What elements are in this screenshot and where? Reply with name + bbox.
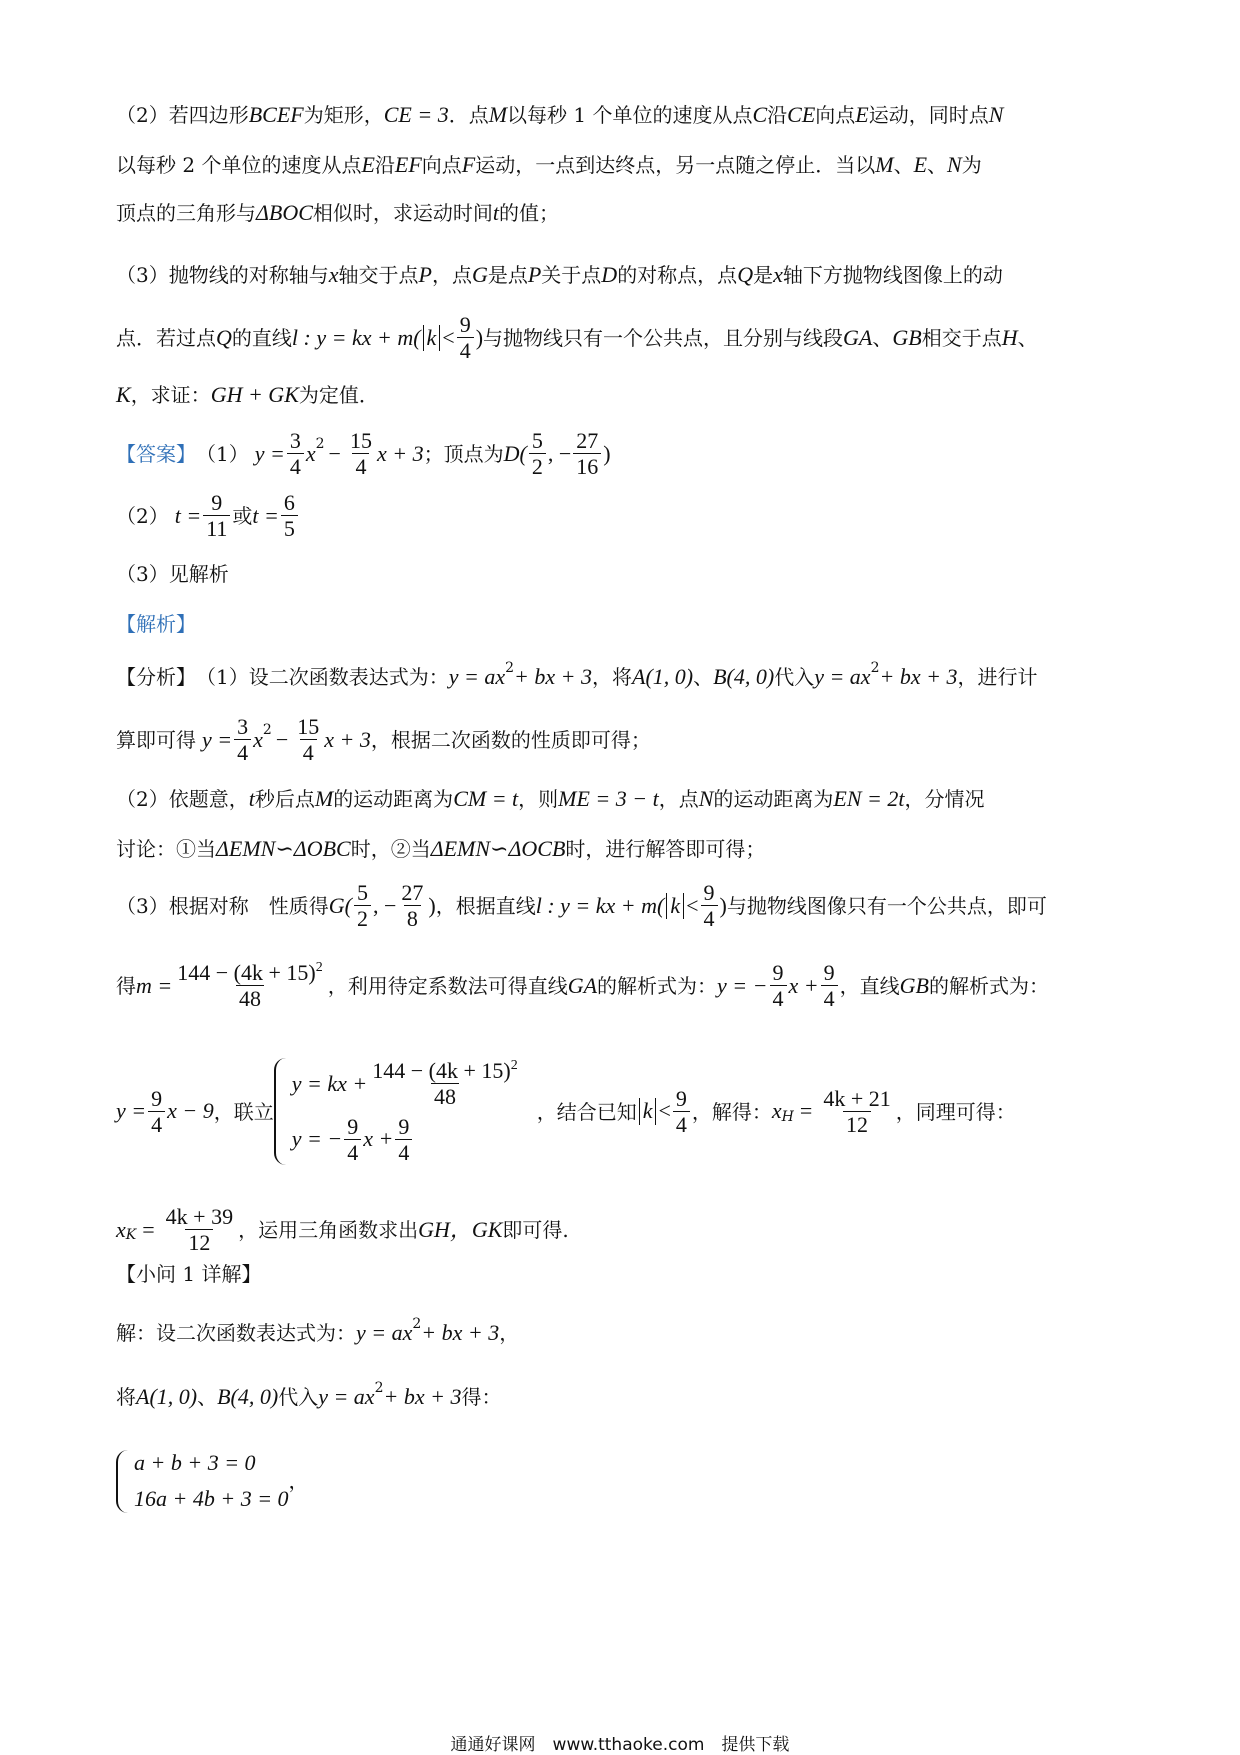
text: ，进行计 [957, 665, 1038, 690]
text: 的直线 [231, 325, 292, 350]
q3-line-1 [116, 262, 1126, 288]
superscript: 2 [510, 1058, 518, 1073]
q2-line-3 [116, 200, 1126, 226]
math: CM = t [453, 786, 519, 811]
text: 轴下方抛物线图像上的动 [782, 263, 1003, 288]
text: 讨论：①当 [116, 837, 216, 862]
fraction [770, 960, 787, 1012]
fraction [347, 428, 375, 480]
math: y = [116, 1098, 147, 1124]
numerator: 9 [347, 1113, 359, 1139]
math: y = ax [814, 664, 871, 689]
math: P [418, 262, 432, 287]
system-row-2 [292, 1114, 523, 1166]
math: D [601, 262, 618, 287]
fraction [395, 1114, 412, 1166]
numerator [174, 960, 325, 985]
text: （2） [116, 503, 169, 528]
denominator: 4 [395, 1139, 412, 1165]
analysis-heading [116, 612, 1126, 636]
math: t [248, 786, 255, 811]
superscript: 2 [412, 1315, 422, 1332]
text: ，分情况 [904, 787, 985, 812]
math: 144 − (4k + 15) [372, 1058, 511, 1083]
fenxi-line-2 [116, 714, 1126, 766]
text: 以每秒 1 个单位的速度从点 [507, 103, 753, 128]
superscript: 2 [262, 722, 272, 739]
math: t = [252, 502, 279, 528]
numerator: 27 [576, 428, 599, 453]
text: 向点 [815, 103, 856, 128]
math: ΔBOC [256, 200, 313, 225]
math: GA [843, 324, 873, 350]
abs-k: k [666, 893, 684, 919]
text: 是点 [487, 263, 528, 288]
denominator: 4 [344, 1139, 361, 1165]
text: 将 [116, 1385, 136, 1410]
text: ，运用三角函数求出 [238, 1217, 419, 1242]
math: ΔEMN∽ΔOBC [216, 836, 351, 861]
numerator: 6 [283, 490, 295, 515]
text: 沿 [767, 103, 788, 128]
math: + bx + 3 [383, 1384, 462, 1409]
denominator: 4 [821, 985, 838, 1011]
q2-line-1 [116, 102, 1126, 128]
fraction [174, 960, 325, 1012]
math: x [328, 262, 339, 287]
equation-system [116, 1450, 289, 1513]
math: GB [892, 324, 922, 350]
text: 的解析式为： [928, 973, 1049, 998]
text: ，利用待定系数法可得直线 [327, 973, 568, 998]
math: B(4, 0) [713, 664, 775, 689]
text: 是 [753, 263, 774, 288]
math: C [752, 102, 768, 127]
fraction [294, 714, 322, 766]
text: 或 [232, 503, 253, 528]
text: 为定值． [298, 383, 379, 408]
text: 解：设二次函数表达式为： [116, 1321, 356, 1346]
numerator: 4k + 21 [823, 1085, 891, 1111]
text: 、 [872, 325, 893, 350]
numerator: 15 [297, 714, 320, 739]
fraction [344, 1114, 361, 1166]
fraction [529, 428, 546, 480]
text: ，直线 [839, 973, 900, 998]
fenxi-line-4 [116, 836, 1126, 862]
math: ME = 3 − t [558, 786, 659, 811]
numerator: 15 [349, 428, 372, 453]
text: 秒后点 [254, 787, 315, 812]
math: K [116, 382, 131, 407]
analysis-tag: 【解析】 [116, 612, 196, 636]
text: ，将 [592, 665, 632, 690]
denominator: 4 [770, 985, 787, 1011]
math: N [698, 786, 714, 811]
text: 运动，一点到达终点，另一点随之停止．当以 [475, 153, 876, 178]
text: ，点 [431, 263, 472, 288]
fraction [234, 714, 251, 766]
text: ， [288, 1469, 309, 1494]
denominator: 4 [701, 905, 718, 931]
system-rows [134, 1450, 289, 1513]
math: N [988, 102, 1004, 127]
denominator: 48 [431, 1083, 459, 1109]
math: M [314, 786, 334, 811]
text: （2）依题意， [116, 787, 249, 812]
abs-k: k [423, 325, 441, 351]
math: x + [788, 972, 819, 998]
text: 以每秒 2 个单位的速度从点 [116, 153, 362, 178]
text: ，则 [518, 787, 559, 812]
numerator [369, 1058, 520, 1083]
math: GH + GK [210, 382, 299, 407]
denominator: 4 [234, 739, 251, 765]
fraction [398, 880, 426, 932]
fenxi-line-5 [116, 880, 1126, 932]
numerator: 5 [356, 880, 368, 905]
math: y = ax [448, 664, 506, 689]
denominator: 16 [573, 453, 601, 479]
math: D( [503, 440, 527, 466]
math: 144 − (4k + 15) [177, 960, 316, 985]
denominator: 4 [287, 453, 304, 479]
text: ，结合已知 [536, 1099, 637, 1124]
math: x [773, 262, 783, 287]
superscript: 2 [374, 1379, 384, 1396]
text: 得： [461, 1385, 502, 1410]
superscript: 2 [870, 659, 880, 676]
math: < [658, 1098, 671, 1124]
text: 性质得 [268, 893, 329, 918]
math: x + 3 [376, 440, 424, 466]
text: 的运动距离为 [333, 787, 454, 812]
text: ，联立 [213, 1099, 274, 1124]
text: 顶点的三角形与 [116, 201, 256, 226]
math: x [771, 1098, 782, 1124]
math: ) [428, 892, 436, 918]
system-row-1 [292, 1058, 523, 1110]
math: + bx + 3 [514, 664, 592, 689]
fraction [673, 1086, 690, 1138]
denominator: 12 [843, 1111, 871, 1137]
math: B(4, 0) [217, 1384, 279, 1409]
abs-k: k [639, 1098, 657, 1124]
numerator: 5 [531, 428, 543, 453]
text: 时，进行解答即可得； [565, 837, 766, 862]
text: ，点 [658, 787, 699, 812]
math: l : y = kx + m( [535, 892, 665, 918]
numerator: 3 [289, 428, 301, 453]
denominator: 4 [352, 453, 369, 479]
math: ) [719, 892, 727, 918]
text: 得 [116, 973, 136, 998]
fraction [281, 490, 298, 542]
math: − [275, 726, 289, 752]
detail-heading [116, 1262, 1126, 1286]
numerator: 27 [401, 880, 424, 905]
math: G( [328, 892, 352, 918]
math: x + [363, 1126, 394, 1152]
text: 时，②当 [350, 837, 431, 862]
text: ，同理可得： [895, 1099, 1016, 1124]
denominator: 4 [300, 739, 317, 765]
math: EN = 2t [833, 786, 905, 811]
math: t [492, 200, 500, 225]
answer-tag: 【答案】 [116, 441, 196, 466]
denominator: 4 [148, 1111, 165, 1137]
math: E [855, 102, 869, 127]
fenxi-line-8 [116, 1204, 1126, 1256]
numerator: 9 [772, 960, 784, 985]
math: H [1001, 324, 1018, 350]
math: + bx + 3 [879, 664, 958, 689]
math: A(1, 0) [632, 664, 694, 689]
denominator: 8 [404, 905, 421, 931]
math: M [488, 102, 508, 127]
math: P [527, 262, 542, 287]
text: ，求证： [130, 383, 211, 408]
math: < [442, 324, 455, 350]
math: = [142, 1216, 155, 1242]
math: y = − [291, 1126, 343, 1152]
numerator: 9 [675, 1085, 687, 1111]
text: （2）若四边形 [116, 103, 249, 128]
math: t = [174, 502, 202, 528]
text: 运动，同时点 [868, 103, 989, 128]
math: y = − [717, 972, 768, 998]
text: 即可得. [502, 1217, 569, 1242]
text: 关于点 [541, 263, 602, 288]
math: Q [216, 324, 232, 350]
answer-line-3 [116, 562, 1126, 586]
math: x [116, 1216, 126, 1242]
fraction [369, 1058, 520, 1110]
denominator: 4 [457, 337, 474, 363]
math: l : y = kx + m( [291, 324, 421, 350]
detail-system [116, 1450, 1126, 1513]
detail-line-1 [116, 1315, 1126, 1346]
text: 的运动距离为 [713, 787, 834, 812]
detail-line-2 [116, 1379, 1126, 1410]
fraction [354, 880, 371, 932]
math: x − 9 [167, 1098, 214, 1124]
equation-system [274, 1058, 523, 1165]
denominator: 4 [673, 1111, 690, 1137]
numerator: 9 [211, 490, 223, 515]
math: x [253, 726, 263, 752]
footer: 通通好课网 www.tthaoke.com 提供下载 [450, 1735, 790, 1755]
math: < [686, 892, 699, 918]
math: GA [567, 972, 598, 998]
fenxi-line-3 [116, 786, 1126, 812]
text: 相似时，求运动时间 [312, 201, 493, 226]
text: 相交于点 [921, 325, 1002, 350]
math: M [875, 152, 894, 177]
fenxi-line-7 [116, 1058, 1126, 1165]
math: x + 3 [324, 726, 371, 752]
text: （3）抛物线的对称轴与 [116, 263, 329, 288]
text: 代入 [774, 665, 815, 690]
math: ) [475, 324, 484, 350]
text: 的解析式为： [597, 973, 718, 998]
math: EF [394, 152, 422, 177]
numerator: 9 [459, 312, 471, 337]
math: + bx + 3 [421, 1320, 500, 1345]
text: 与抛物线图像只有一个公共点，即可 [726, 893, 1047, 918]
fraction [163, 1204, 236, 1256]
math: m = [136, 972, 173, 998]
math: ΔEMN∽ΔOCB [430, 836, 566, 861]
answer-line-2 [116, 490, 1126, 542]
system-row-2: 16a + 4b + 3 = 0 [134, 1486, 289, 1512]
text: ，根据二次函数的性质即可得； [370, 727, 651, 752]
q3-line-3 [116, 382, 1126, 408]
fraction [821, 960, 838, 1012]
text: 沿 [374, 153, 395, 178]
answer-line-1 [116, 428, 1126, 480]
text: ， [499, 1321, 520, 1346]
text: 点．若过点 [116, 325, 216, 350]
text: ，解得： [691, 1099, 772, 1124]
math: CE = 3 [383, 102, 449, 127]
numerator: 9 [823, 960, 835, 985]
math: E [361, 152, 375, 177]
math: G [471, 262, 488, 287]
superscript: 2 [505, 659, 515, 676]
math: CE [787, 102, 816, 127]
text: 向点 [421, 153, 462, 178]
fraction [573, 428, 601, 480]
math: E [913, 152, 928, 177]
superscript: 2 [315, 960, 323, 975]
text: 的值； [499, 201, 560, 226]
fraction [457, 312, 474, 364]
fraction [148, 1086, 165, 1138]
math: y = ax [356, 1320, 413, 1345]
text: 算即可得 [116, 727, 196, 752]
fraction [203, 490, 230, 542]
math: GB [899, 972, 929, 998]
math: , − [372, 892, 397, 918]
text: 为 [961, 153, 982, 178]
fraction [701, 880, 718, 932]
numerator: 9 [703, 880, 715, 905]
text: ，根据直线 [435, 893, 536, 918]
text: 、 [693, 665, 714, 690]
q3-line-2 [116, 312, 1126, 364]
system-rows [292, 1058, 523, 1165]
denominator: 48 [236, 985, 264, 1011]
text: 轴交于点 [338, 263, 419, 288]
math: y = [202, 726, 233, 752]
text: 、 [893, 153, 914, 178]
math: BCEF [248, 102, 304, 127]
denominator: 5 [281, 515, 298, 541]
denominator: 12 [185, 1229, 213, 1255]
fenxi-line-1 [116, 659, 1126, 690]
numerator: 9 [151, 1085, 163, 1111]
text: 与抛物线只有一个公共点，且分别与线段 [483, 325, 844, 350]
system-row-1: a + b + 3 = 0 [134, 1450, 256, 1475]
detail-tag: 【小问 1 详解】 [116, 1262, 262, 1286]
text: （1） [196, 441, 249, 466]
left-brace [274, 1058, 286, 1165]
math: , − [547, 440, 572, 466]
denominator: 2 [529, 453, 546, 479]
denominator: 11 [203, 515, 230, 541]
text: （3）根据对称 [116, 893, 249, 918]
left-brace [116, 1450, 128, 1513]
math: A(1, 0) [136, 1384, 198, 1409]
text: 代入 [278, 1385, 319, 1410]
text: （1）设二次函数表达式为： [196, 665, 449, 690]
math: = [799, 1098, 813, 1124]
text: 、 [197, 1385, 218, 1410]
q2-line-2 [116, 152, 1126, 178]
numerator: 4k + 39 [165, 1204, 234, 1229]
denominator: 2 [354, 905, 371, 931]
fraction [287, 428, 304, 480]
subscript: H [781, 1109, 794, 1126]
text: 、 [927, 153, 948, 178]
math: − [328, 440, 341, 466]
math: y = kx + [291, 1070, 368, 1096]
math: GH，GK [418, 1216, 503, 1242]
math: x [305, 440, 316, 466]
subscript: K [125, 1227, 137, 1244]
math: Q [737, 262, 754, 287]
fenxi-tag: 【分析】 [116, 665, 196, 690]
text: 为矩形， [303, 103, 384, 128]
fraction [820, 1086, 893, 1138]
superscript: 2 [315, 436, 325, 453]
numerator: 3 [237, 714, 249, 739]
text: ；顶点为 [423, 441, 504, 466]
text: （3）见解析 [116, 562, 229, 586]
text: ．点 [448, 103, 489, 128]
numerator: 9 [398, 1113, 410, 1139]
math: y = ax [318, 1384, 375, 1409]
math: F [461, 152, 476, 177]
math: y = [254, 440, 285, 466]
fenxi-line-6 [116, 960, 1126, 1012]
math: ) [603, 440, 611, 466]
math: N [947, 152, 962, 177]
text: 的对称点，点 [617, 263, 738, 288]
text: 、 [1017, 325, 1038, 350]
